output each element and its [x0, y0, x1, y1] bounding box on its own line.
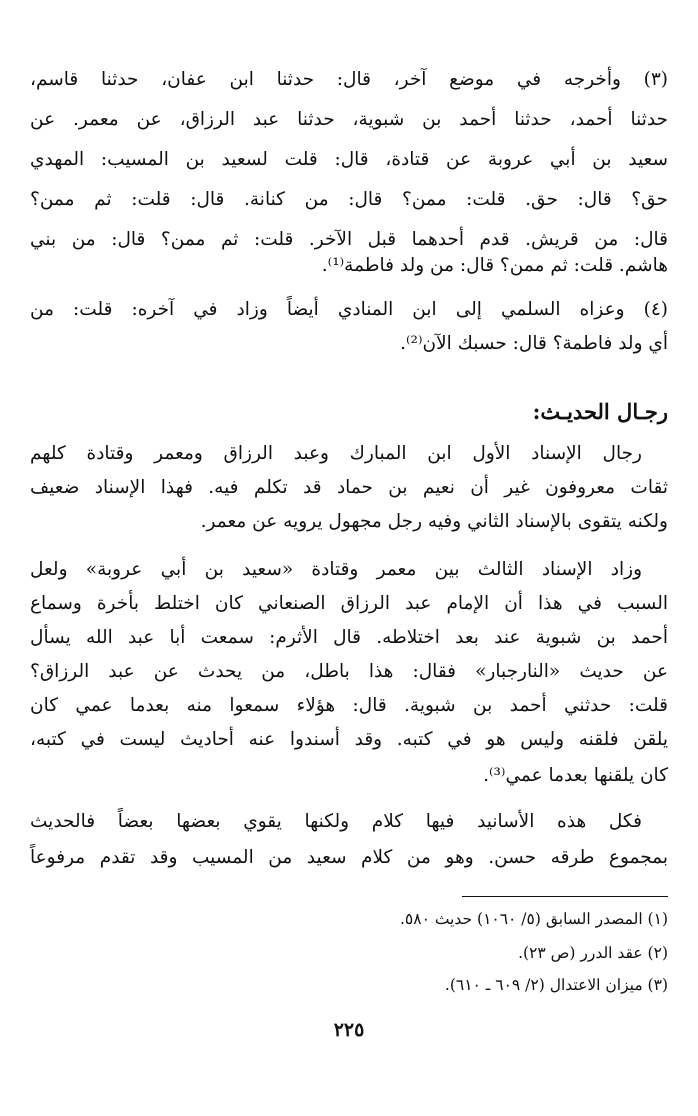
- text-line: سعيد بن أبي عروبة عن قتادة، قال: قلت لسعيد بن المسيب: المهدي: [30, 149, 668, 170]
- text-line: يلقن فلقنه وليس هو في كتبه. وقد أسندوا عنه أحاديث ليست في كتبه،: [30, 729, 668, 750]
- page-number: ٢٢٥: [333, 1019, 365, 1041]
- text-line: (٣) وأخرجه في موضع آخر، قال: حدثنا ابن عفان، حدثنا قاسم،: [30, 69, 668, 90]
- text-line: ثقات معروفون غير أن نعيم بن حماد قد تكلم فيه. فهذا الإسناد ضعيف: [30, 477, 668, 498]
- text-line: فكل هذه الأسانيد فيها كلام ولكنها يقوي بعضها بعضاً فالحديث: [30, 811, 642, 832]
- text-line: بمجموع طرقه حسن. وهو من كلام سعيد من المسيب وقد تقدم مرفوعاً: [30, 847, 668, 868]
- section-heading: رجـال الحديـث:: [532, 399, 668, 424]
- text-line: عن حديث «النارجبار» فقال: هذا باطل، من يحدث عن عبد الرزاق؟: [30, 661, 668, 682]
- text-line: قلت: حدثني أحمد بن شبوية. قال: هؤلاء سمعوا منه بعدما عمي كان: [30, 695, 668, 716]
- footnote-separator: [462, 896, 668, 897]
- text-line: رجال الإسناد الأول ابن المبارك وعبد الرزاق ومعمر وقتادة كلهم: [30, 443, 642, 464]
- text-line: حق؟ قال: حق. قلت: ممن؟ قال: من كنانة. قال: قلت: ثم ممن؟: [30, 189, 668, 210]
- footnote-2: (٢) عقد الدرر (ص ٢٣).: [518, 944, 668, 962]
- text-line: هاشم. قلت: ثم ممن؟ قال: من ولد فاطمة⁽¹⁾.: [321, 255, 668, 276]
- text-line: حدثنا أحمد، حدثنا أحمد بن شبوية، حدثنا عبد الرزاق، عن معمر. عن: [30, 109, 668, 130]
- text-line: (٤) وعزاه السلمي إلى ابن المنادي أيضاً وزاد في آخره: قلت: من: [30, 299, 668, 320]
- text-line: ولكنه يتقوى بالإسناد الثاني وفيه رجل مجهول يرويه عن معمر.: [200, 511, 668, 532]
- text-line: أي ولد فاطمة؟ قال: حسبك الآن⁽²⁾.: [400, 333, 668, 354]
- text-line: السبب في هذا أن الإمام عبد الرزاق الصنعاني كان اختلط بأخرة وسماع: [30, 593, 668, 614]
- text-line: أحمد بن شبوية عند بعد اختلاطه. قال الأثرم: سمعت أبا عبد الله يسأل: [30, 627, 668, 648]
- text-line: قال: من قريش. قدم أحدهما قبل الآخر. قلت: ثم ممن؟ قال: من بني: [30, 229, 668, 250]
- text-line: كان يلقنها بعدما عمي⁽³⁾.: [483, 765, 668, 786]
- footnote-1: (١) المصدر السابق (٥/ ١٠٦٠) حديث ٥٨٠.: [399, 910, 668, 928]
- footnote-3: (٣) ميزان الاعتدال (٢/ ٦٠٩ ـ ٦١٠).: [444, 976, 668, 994]
- text-line: وزاد الإسناد الثالث بين معمر وقتادة «سعيد بن أبي عروبة» ولعل: [30, 559, 642, 580]
